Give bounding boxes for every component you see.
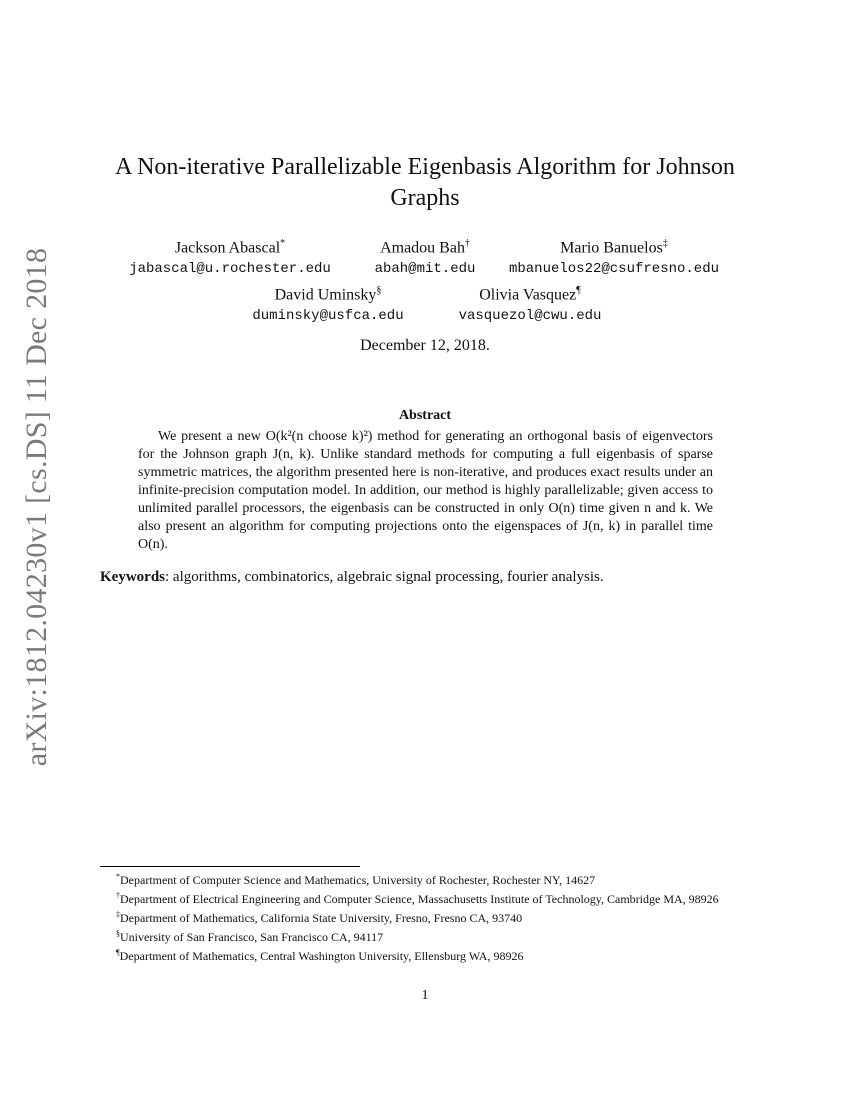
footnote: †Department of Electrical Engineering and Computer Science, Massachusetts Institute of Technology, Cambridge MA, 98926 [116, 891, 719, 906]
author-name: David Uminsky§ [274, 285, 382, 304]
author-name: Olivia Vasquez¶ [479, 285, 581, 304]
author-email[interactable]: vasquezol@cwu.edu [458, 308, 602, 325]
paper-title: A Non-iterative Parallelizable Eigenbasis Algorithm for Johnson Graphs [115, 154, 735, 211]
publication-date: December 12, 2018. [360, 337, 490, 354]
author-email[interactable]: mbanuelos22@csufresno.edu [508, 261, 720, 278]
footnote-divider [100, 866, 360, 867]
author-block [410, 281, 650, 326]
page-number: 1 [421, 988, 429, 1003]
keywords-line [100, 569, 750, 586]
author-email[interactable]: duminsky@usfca.edu [252, 308, 404, 325]
author-name: Mario Banuelos‡ [560, 238, 668, 257]
footnotes [100, 869, 750, 964]
abstract-heading: Abstract [398, 408, 452, 423]
footnote: *Department of Computer Science and Mathematics, University of Rochester, Rochester NY, 14627 [116, 872, 596, 887]
footnote: ¶Department of Mathematics, Central Washington University, Ellensburg WA, 98926 [116, 948, 524, 963]
footnote: §University of San Francisco, San Francisco CA, 94117 [116, 929, 384, 944]
author-email[interactable]: abah@mit.edu [374, 261, 476, 278]
author-name: Jackson Abascal* [174, 238, 286, 257]
abstract-paragraph: We present a new O(k²(n choose k)²) method for generating an orthogonal basis of eigenvectors for the Johnson graph J(n, k). Unlike standard methods for computing a full eigenbasis of sparse symmetric matrices, the algorithm presented here is non-iterative, and produces exact results under an infinite-precision computation model. In addition, our method is highly parallelizable; given access to unlimited parallel processors, the eigenbasis can be constructed in only O(n) time given n and k. We also present an algorithm for computing projections onto the eigenspaces of J(n, k) in parallel time O(n). [138, 429, 713, 552]
keywords-label: Keywords [100, 569, 165, 585]
footnote: ‡Department of Mathematics, California State University, Fresno, Fresno CA, 93740 [116, 910, 523, 925]
arxiv-identifier-stamp: arXiv:1812.04230v1 [cs.DS] 11 Dec 2018 [20, 247, 53, 767]
keywords-list: : algorithms, combinatorics, algebraic signal processing, fourier analysis. [165, 569, 604, 585]
author-name: Amadou Bah† [380, 238, 470, 257]
abstract-text [138, 428, 713, 554]
author-block [494, 234, 734, 279]
author-email[interactable]: jabascal@u.rochester.edu [129, 261, 331, 278]
